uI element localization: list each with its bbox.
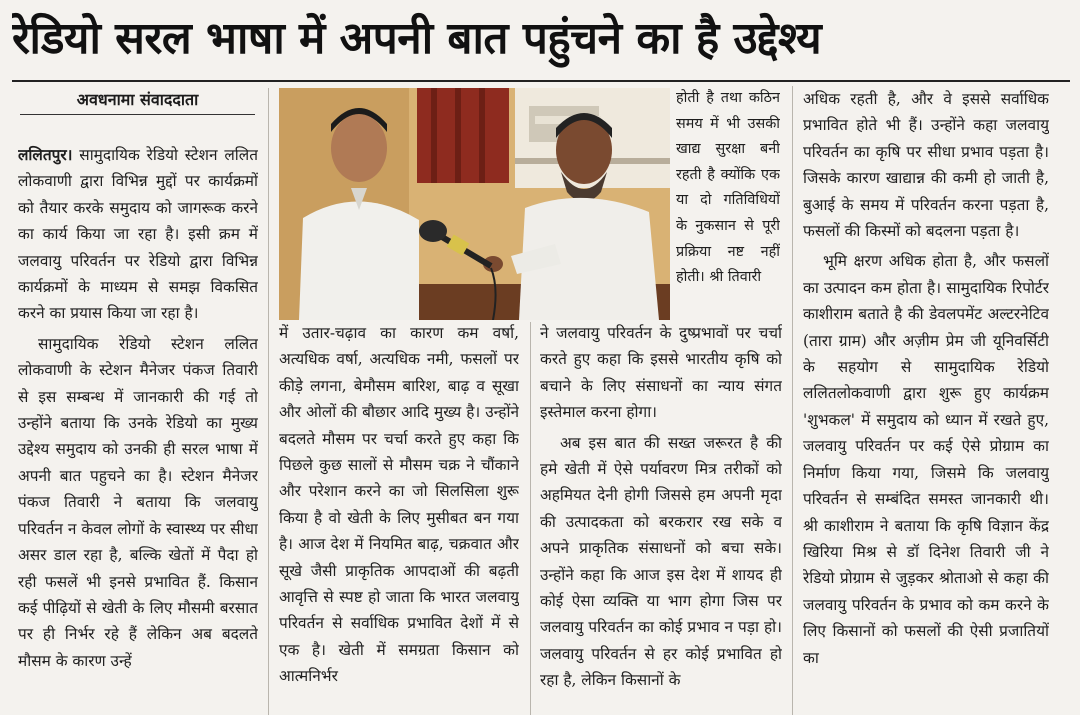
paragraph-text: सामुदायिक रेडियो स्टेशन ललित लोकवाणी द्वारा विभिन्न मुद्दों पर कार्यक्रमों को तैयार करके समुदाय को जागरूक करने का कार्य किया जा रहा है। इसी क्रम में जलवायु परिवर्तन पर रेडियो द्वारा विभिन्न कार्यक्रमों के माध्यम से समझ विकसित करने का प्रयास किया जा रहा है।	[18, 146, 258, 323]
column-3-top: होती है तथा कठिन समय में भी उसकी खाद्य सुरक्षा बनी रहती है क्योंकि एक या दो गतिविधियों के नुकसान से पूरी प्रक्रिया नष्ट नहीं होती। श्री तिवारी	[676, 90, 780, 286]
paragraph: में उतार-चढ़ाव का कारण कम वर्षा, अत्यधिक वर्षा, अत्यधिक नमी, फसलों पर कीड़े लगना, बेमौसम बारिश, बाढ़ व सूखा और ओलों की बौछार आदि मुख्य है। उन्होंने बदलते मौसम पर चर्चा करते हुए कहा कि पिछले कुछ सालों से मौसम चक्र ने चौंकाने और परेशान करने का जो सिलसिला शुरू किया है वो खेती के लिए मुसीबत बन गया है। आज देश में नियमित बाढ़, चक्रवात और सूखे जैसी प्राकृतिक आपदाओं की बढ़ती आवृत्ति से स्पष्ट हो जाता कि भारत जलवायु परिवर्तन से सर्वाधिक प्रभावित देशों में से एक है। खेती में समग्रता किसान को आत्मनिर्भर	[279, 324, 519, 686]
paragraph: अधिक रहती है, और वे इससे सर्वाधिक प्रभावित होते भी हैं। उन्होंने कहा जलवायु परिवर्तन का कृषि पर सीधा प्रभाव पड़ता है। जिसके कारण खाद्यान्न की कमी हो जाती है, बुआई के समय में परिवर्तन करना पड़ता है, फसलों की किस्मों को बदलना पड़ता है।	[803, 90, 1049, 241]
column-1	[18, 142, 258, 715]
paragraph: भूमि क्षरण अधिक होता है, और फसलों का उत्पादन कम होता है। सामुदायिक रिपोर्टर काशीराम बताते है की डेवलपमेंट अल्टरनेटिव (तारा ग्राम) और अज़ीम प्रेम जी यूनिवर्सिटी के सहयोग से सामुदायिक रेडियो ललितलोकवाणी द्वारा शुरू हुए कार्यक्रम 'शुभकल' में समुदाय को ध्यान में रखते हुए, जलवायु परिवर्तन पर कई ऐसे प्रोग्राम का निर्माण किया गया, जिसमे कि जलवायु परिवर्तन से सम्बंदित समस्त जानकारी थी। श्री काशीराम ने बताया कि कृषि विज्ञान केंद्र खिरिया मिश्र से डॉ दिनेश तिवारी जी ने रेडियो प्रोग्राम से जुड़कर श्रोताओ से कहा की जलवायु परिवर्तन के प्रभाव को कम करने के लिए किसानों को फसलों की ऐसी प्रजातियों का	[803, 252, 1049, 667]
interview-photo	[279, 88, 670, 320]
interview-photo-illustration	[279, 88, 670, 320]
paragraph	[18, 142, 258, 327]
column-divider	[268, 88, 269, 715]
column-divider	[530, 322, 531, 715]
dateline: ललितपुर।	[18, 146, 73, 164]
paragraph: ने जलवायु परिवर्तन के दुष्प्रभावों पर चर्चा करते हुए कहा कि इससे भारतीय कृषि को बचाने के लिए संसाधनों का न्याय संगत इस्तेमाल करना होगा।	[540, 324, 782, 422]
byline: अवधनामा संवाददाता	[20, 88, 255, 115]
paragraph: सामुदायिक रेडियो स्टेशन ललित लोकवाणी के स्टेशन मैनेजर पंकज तिवारी से इस सम्बन्ध में जानकारी की गई तो उन्होंने बताया कि उनके रेडियो का मुख्य उद्देश्य समुदाय को उनकी ही सरल भाषा में अपनी बात पहुचने का है। स्टेशन मैनेजर पंकज तिवारी ने बताया कि जलवायु परिवर्तन न केवल लोगों के स्वास्थ्य पर सीधा असर डाल रहा है, बल्कि खेतों में पैदा हो रही फसलें भी इनसे प्रभावित हैं. किसान कई पीढ़ियों से खेती के लिए मौसमी बरसात पर ही निर्भर रहे हैं लेकिन अब बदलते मौसम के कारण उन्हें	[18, 334, 258, 670]
column-4	[803, 86, 1049, 715]
column-3	[540, 320, 782, 715]
headline: रेडियो सरल भाषा में अपनी बात पहुंचने का है उद्देश्य	[12, 13, 822, 64]
column-2	[279, 320, 519, 715]
headline-rule	[12, 80, 1070, 82]
column-divider	[792, 86, 793, 715]
paragraph: अब इस बात की सख्त जरूरत है की हमे खेती में ऐसे पर्यावरण मित्र तरीकों को अहमियत देनी होगी जिससे हम अपनी मृदा की उत्पादकता को बरकरार रख सके व अपने प्राकृतिक संसाधनों को बचा सके। उन्होंने कहा कि आज इस देश में शायद ही कोई ऐसा व्यक्ति या भाग होगा जिस पर जलवायु परिवर्तन का कोई प्रभाव न पड़ा हो। जलवायु परिवर्तन से हर कोई प्रभावित हो रहा है, लेकिन किसानों के	[540, 433, 782, 690]
